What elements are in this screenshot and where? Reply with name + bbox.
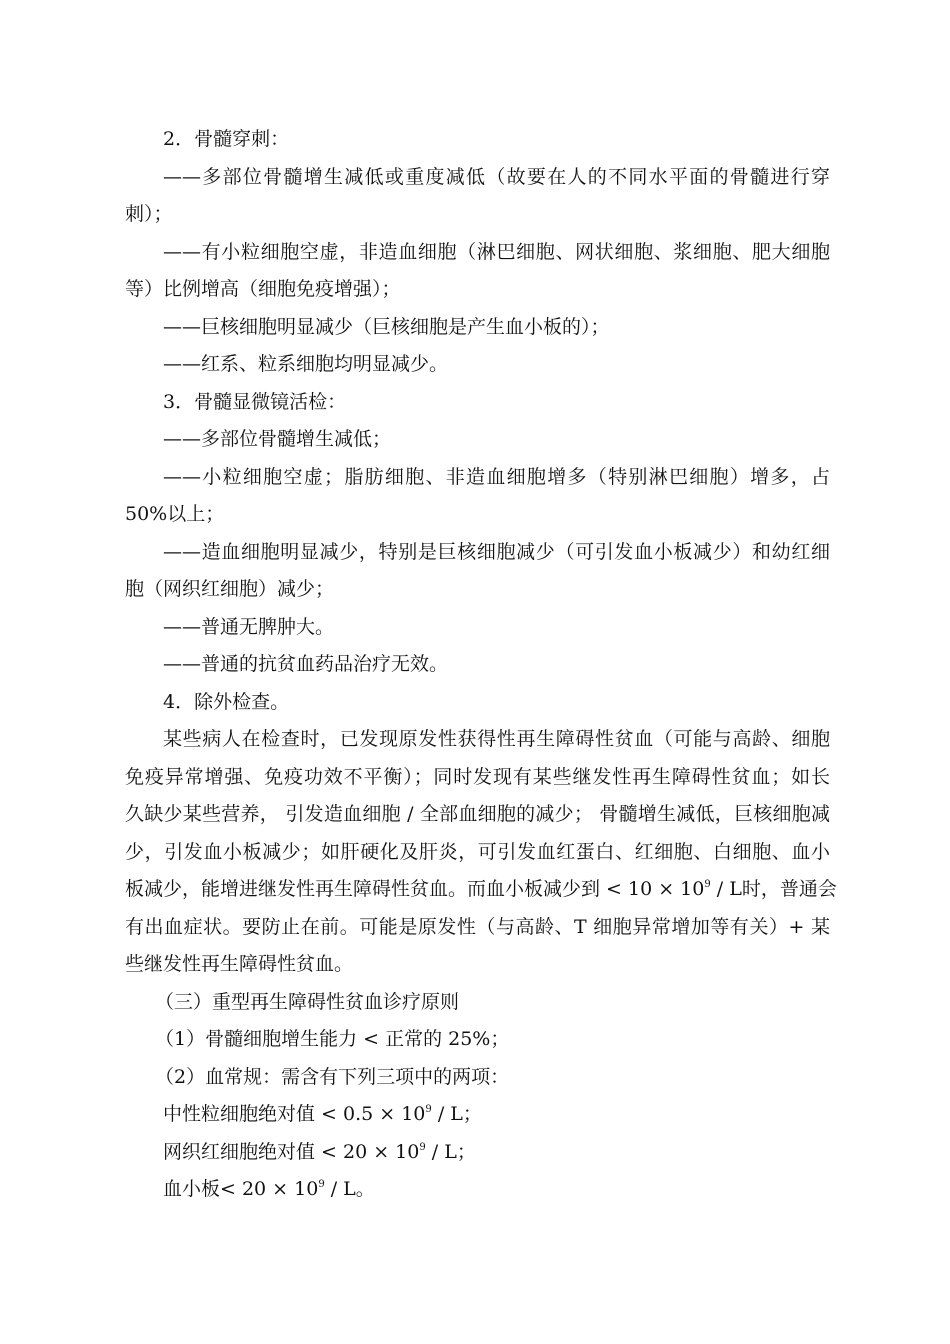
criterion-text: 中性粒细胞绝对值 < 0.5 × 10 (163, 1103, 426, 1125)
principle-item: （1）骨髓细胞增生能力 < 正常的 25%； (155, 1028, 510, 1050)
list-item: ——多部位骨髓增生减低； (163, 428, 392, 450)
exponent: 9 (704, 879, 711, 890)
list-item-continuation: 等）比例增高（细胞免疫增强）； (125, 278, 401, 300)
paragraph-line: 免疫异常增强、免疫功效不平衡）；同时发现有某些继发性再生障碍性贫血；如长 (125, 765, 830, 788)
list-item-continuation: 胞（网织红细胞）减少； (125, 578, 335, 600)
list-item-continuation: 刺）； (125, 203, 173, 225)
criterion-text: 网织红细胞绝对值 < 20 × 10 (163, 1140, 420, 1163)
exponent: 9 (425, 1104, 432, 1115)
paragraph-line: 少，引发血小板减少；如肝硬化及肝炎，可引发血红蛋白、红细胞、白细胞、血小 (125, 840, 830, 863)
paragraph-line: 某些病人在检查时，已发现原发性获得性再生障碍性贫血（可能与高龄、细胞 (163, 728, 830, 750)
criterion-unit: / L； (431, 1103, 482, 1125)
paragraph-line: 久缺少某些营养， 引发造血细胞 / 全部血细胞的减少； 骨髓增生减低，巨核细胞减 (125, 803, 830, 825)
exponent: 9 (419, 1141, 426, 1153)
paragraph-text: / L时，普通会 (710, 878, 837, 900)
paragraph-text: 板减少，能增进继发性再生障碍性贫血。而血小板减少到 < 10 × 10 (125, 878, 705, 900)
paragraph-line: 有出血症状。要防止在前。可能是原发性（与高龄、T 细胞异常增加等有关）+ 某 (125, 915, 830, 938)
list-item: ——造血细胞明显减少，特别是巨核细胞减少（可引发血小板减少）和幼红细 (163, 540, 830, 563)
paragraph-line: 些继发性再生障碍性贫血。 (125, 953, 354, 975)
criterion-line (125, 1171, 830, 1209)
section-heading-marrow-biopsy: 3．骨髓显微镜活检： (163, 390, 347, 413)
paragraph-line (125, 871, 837, 909)
section-heading-marrow-puncture: 2．骨髓穿刺： (163, 128, 290, 150)
criterion-unit: / L； (425, 1140, 476, 1163)
list-item: ——普通无脾肿大。 (163, 615, 335, 638)
list-item-continuation: 50%以上； (125, 503, 225, 525)
list-item: ——巨核细胞明显减少（巨核细胞是产生血小板的）； (163, 315, 610, 338)
criterion-line (125, 1096, 830, 1134)
exponent: 9 (318, 1179, 325, 1190)
section-heading-principles: （三）重型再生障碍性贫血诊疗原则 (155, 990, 460, 1013)
section-heading-exclusion: 4．除外检查。 (163, 690, 290, 713)
criterion-text: 血小板< 20 × 10 (163, 1178, 319, 1200)
criterion-unit: / L。 (324, 1178, 375, 1200)
criterion-line (125, 1134, 830, 1172)
list-item: ——有小粒细胞空虚，非造血细胞（淋巴细胞、网状细胞、浆细胞、肥大细胞 (163, 240, 830, 263)
list-item: ——普通的抗贫血药品治疗无效。 (163, 653, 449, 675)
list-item: ——小粒细胞空虚；脂肪细胞、非造血细胞增多（特别淋巴细胞）增多，占 (163, 465, 830, 488)
document-body (125, 121, 837, 1209)
list-item: ——多部位骨髓增生减低或重度减低（故要在人的不同水平面的骨髓进行穿 (163, 165, 830, 188)
principle-item: （2）血常规：需含有下列三项中的两项： (155, 1065, 510, 1088)
list-item: ——红系、粒系细胞均明显减少。 (163, 353, 449, 375)
